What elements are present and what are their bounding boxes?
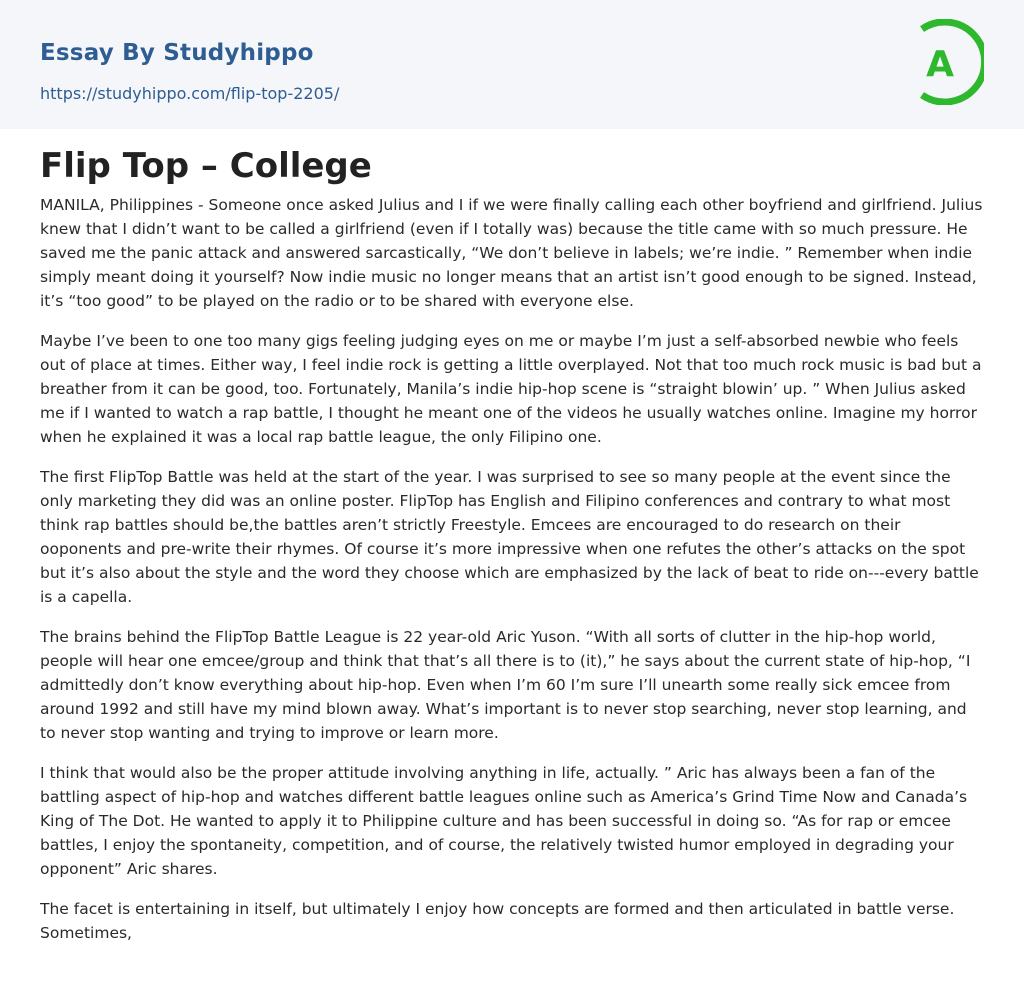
site-title[interactable]: Essay By Studyhippo [40, 40, 314, 66]
article-paragraph-4: The brains behind the FlipTop Battle League is 22 year-old Aric Yuson. “With all sorts of clutter in the hip-hop world, people will hear one emcee/group and think that that’s all there is to (it),” he says about the current state of hip-hop, “I admittedly don’t know everything about hip-hop. Even when I’m 60 I’m sure I’ll unearth some really sick emcee from around 1992 and still have my mind blown away. What’s important is to never stop searching, never stop learning, and to never stop wanting and trying to improve or learn more. [40, 627, 971, 742]
article-paragraph-2: Maybe I’ve been to one too many gigs feeling judging eyes on me or maybe I’m just a self-absorbed newbie who feels out of place at times. Either way, I feel indie rock is getting a little overplayed. Not that too much rock music is bad but a breather from it can be good, too. Fortunately, Manila’s indie hip-hop scene is “straight blowin’ up. ” When Julius asked me if I wanted to watch a rap battle, I thought he meant one of the videos he usually watches online. Imagine my horror when he explained it was a local rap battle league, the only Filipino one. [40, 331, 982, 446]
article-paragraph-6: The facet is entertaining in itself, but ultimately I enjoy how concepts are formed and then articulated in battle verse. Sometimes, [40, 899, 955, 942]
essay-url-link[interactable]: https://studyhippo.com/flip-top-2205/ [40, 84, 340, 103]
article-paragraph-3: The first FlipTop Battle was held at the start of the year. I was surprised to see so many people at the event since the only marketing they did was an online poster. FlipTop has English and Filipino conferences and contrary to what most think rap battles should be,the battles aren’t strictly Freestyle. Emcees are encouraged to do research on their ooponents and pre-write their rhymes. Of course it’s more impressive when one refutes the other’s attacks on the spot but it’s also about the style and the word they choose which are emphasized by the lack of beat to ride on---every battle is a capella. [40, 467, 979, 606]
studyhippo-logo-icon[interactable] [914, 19, 984, 105]
site-header [0, 0, 1024, 129]
page-title: Flip Top – College [40, 146, 372, 186]
article [0, 146, 1024, 945]
article-paragraph-1: MANILA, Philippines - Someone once asked Julius and I if we were finally calling each other boyfriend and girlfriend. Julius knew that I didn’t want to be called a girlfriend (even if I totally was) because the title came with so much pressure. He saved me the panic attack and answered sarcastically, “We don’t believe in labels; we’re indie. ” Remember when indie simply meant doing it yourself? Now indie music no longer means that an artist isn’t good enough to be signed. Instead, it’s “too good” to be played on the radio or to be shared with everyone else. [40, 195, 983, 310]
article-paragraph-5: I think that would also be the proper attitude involving anything in life, actually. ” Aric has always been a fan of the battling aspect of hip-hop and watches different battle leagues online such as America’s Grind Time Now and Canada’s King of The Dot. He wanted to apply it to Philippine culture and has been successful in doing so. “As for rap or emcee battles, I enjoy the spontaneity, competition, and of course, the relatively twisted humor employed in degrading your opponent” Aric shares. [40, 763, 968, 878]
logo-letter: A [926, 44, 954, 85]
